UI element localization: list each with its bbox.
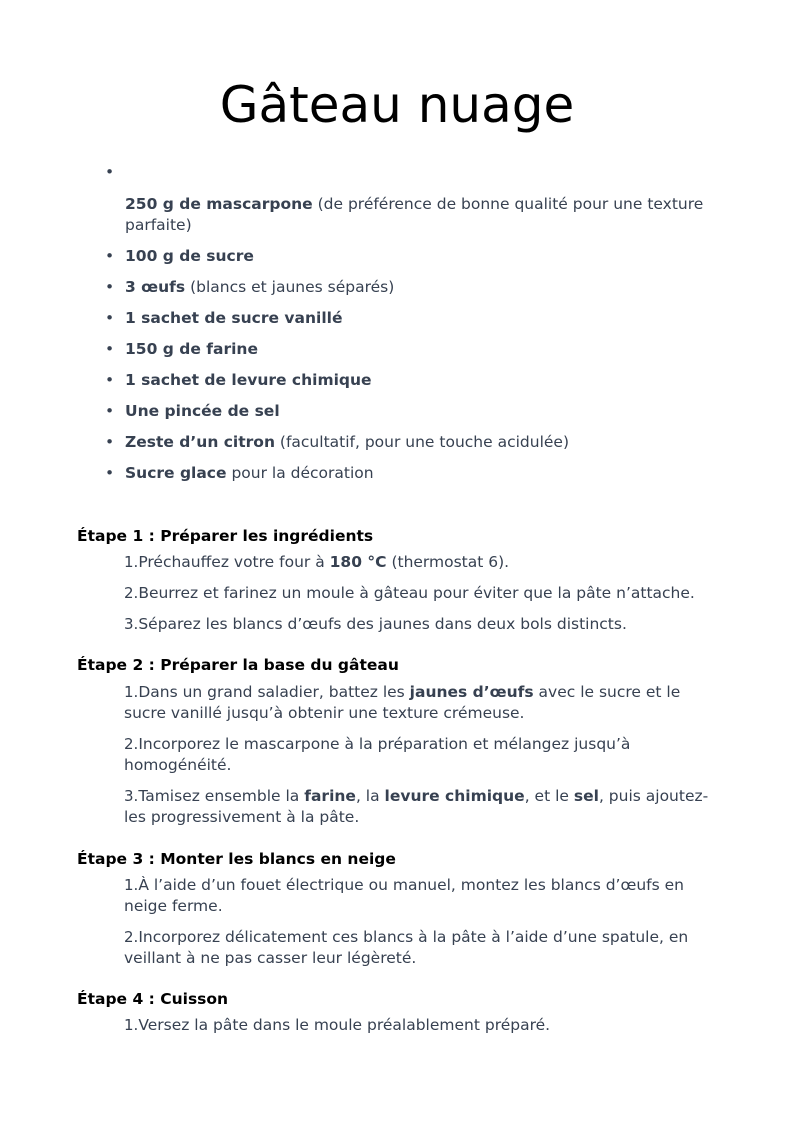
step-emphasis: jaunes d’œufs	[409, 683, 534, 701]
step-text: , et le	[524, 787, 574, 805]
ingredient-name: 100 g de sucre	[125, 247, 254, 265]
step-text: Séparez les blancs d’œufs des jaunes dans deux bols distincts.	[138, 615, 627, 633]
step-number: 1.	[124, 683, 139, 701]
ingredients-list	[105, 163, 705, 494]
list-item	[105, 432, 705, 453]
ingredient-name: 250 g de mascarpone	[125, 195, 313, 213]
step-text: Dans un grand saladier, battez les	[138, 683, 410, 701]
ingredient-name: Une pincée de sel	[125, 402, 280, 420]
bullet-icon: •	[105, 464, 115, 482]
list-item	[105, 308, 705, 329]
ingredient-name: Sucre glace	[125, 464, 227, 482]
step-number: 2.	[124, 928, 139, 946]
list-item	[105, 401, 705, 422]
bullet-icon: •	[105, 402, 115, 420]
step-emphasis: sel	[573, 787, 599, 805]
step-text: avec le sucre et le sucre vanillé jusqu’à obtenir une texture crémeuse.	[124, 683, 681, 722]
step-item	[124, 927, 724, 969]
step-number: 3.	[124, 787, 139, 805]
step-emphasis: farine	[304, 787, 356, 805]
step-list	[124, 1015, 724, 1046]
list-item	[105, 277, 705, 298]
step-text: , puis ajoutez-les progressivement à la pâte.	[124, 787, 709, 826]
step-item	[124, 1015, 724, 1036]
ingredient-note: pour la décoration	[226, 464, 374, 482]
step-item	[124, 682, 724, 724]
step-text: Beurrez et farinez un moule à gâteau pour éviter que la pâte n’attache.	[138, 584, 695, 602]
step-item	[124, 614, 724, 635]
step-number: 3.	[124, 615, 139, 633]
step-heading: Étape 3 : Monter les blancs en neige	[77, 850, 396, 868]
bullet-icon: •	[105, 371, 115, 389]
step-text: , la	[355, 787, 385, 805]
step-number: 1.	[124, 553, 139, 571]
step-number: 1.	[124, 876, 139, 894]
step-text: Incorporez le mascarpone à la préparation et mélangez jusqu’à homogénéité.	[124, 735, 631, 774]
ingredient-name: Zeste d’un citron	[125, 433, 275, 451]
step-heading: Étape 4 : Cuisson	[77, 990, 229, 1008]
ingredient-note: (de préférence de bonne qualité pour une texture parfaite)	[125, 195, 704, 234]
step-item	[124, 734, 724, 776]
step-item	[124, 875, 724, 917]
bullet-icon: •	[105, 163, 115, 181]
ingredient-name: 3 œufs	[125, 278, 186, 296]
bullet-icon: •	[105, 247, 115, 265]
list-item	[105, 163, 705, 236]
step-heading: Étape 2 : Préparer la base du gâteau	[77, 656, 399, 674]
list-item	[105, 339, 705, 360]
step-list	[124, 682, 724, 838]
step-text: Préchauffez votre four à	[138, 553, 330, 571]
step-list	[124, 875, 724, 979]
step-heading: Étape 1 : Préparer les ingrédients	[77, 527, 374, 545]
step-text: Incorporez délicatement ces blancs à la pâte à l’aide d’une spatule, en veillant à ne pas casser leur légèreté.	[124, 928, 689, 967]
list-item	[105, 370, 705, 391]
page-title: Gâteau nuage	[219, 76, 575, 134]
step-number: 2.	[124, 735, 139, 753]
step-text: À l’aide d’un fouet électrique ou manuel, montez les blancs d’œufs en neige ferme.	[124, 876, 684, 915]
step-text: Versez la pâte dans le moule préalablement préparé.	[138, 1016, 551, 1034]
bullet-icon: •	[105, 309, 115, 327]
bullet-icon: •	[105, 433, 115, 451]
ingredient-note: (facultatif, pour une touche acidulée)	[274, 433, 569, 451]
ingredient-name: 150 g de farine	[125, 340, 258, 358]
step-number: 1.	[124, 1016, 139, 1034]
ingredient-note: (blancs et jaunes séparés)	[185, 278, 395, 296]
step-list	[124, 552, 724, 645]
ingredient-name: 1 sachet de levure chimique	[125, 371, 372, 389]
step-text: Tamisez ensemble la	[138, 787, 305, 805]
step-text: (thermostat 6).	[386, 553, 510, 571]
step-number: 2.	[124, 584, 139, 602]
ingredient-name: 1 sachet de sucre vanillé	[125, 309, 343, 327]
step-item	[124, 552, 724, 573]
step-item	[124, 583, 724, 604]
bullet-icon: •	[105, 340, 115, 358]
step-emphasis: 180 °C	[329, 553, 387, 571]
step-emphasis: levure chimique	[384, 787, 525, 805]
list-item	[105, 246, 705, 267]
list-item	[105, 463, 705, 484]
step-item	[124, 786, 724, 828]
bullet-icon: •	[105, 278, 115, 296]
